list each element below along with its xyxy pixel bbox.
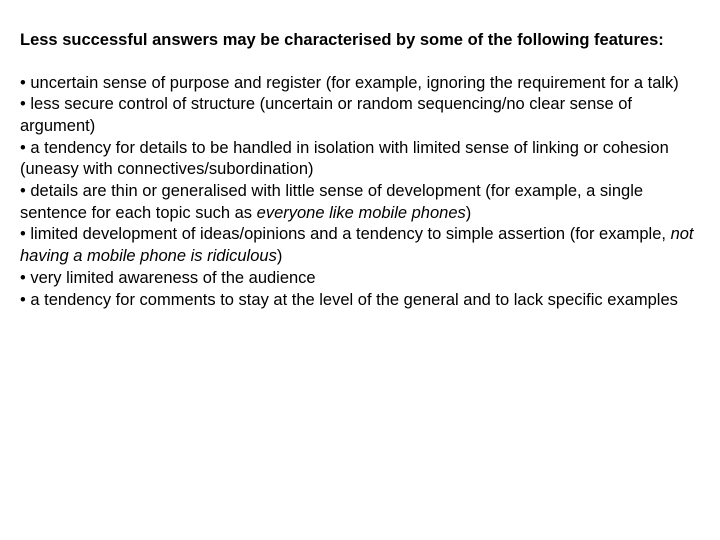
list-item [20,94,700,137]
feature-list [20,73,700,312]
bullet-icon [20,269,30,287]
item-text: a tendency for comments to stay at the level of the general and to lack specific examples [30,290,678,309]
item-example: not having a mobile phone is ridiculous [20,225,694,266]
item-text: a tendency for details to be handled in isolation with limited sense of linking or cohesion (uneasy with connectives/subordination) [20,138,669,179]
list-item [20,224,700,267]
list-item [20,268,700,290]
item-text: uncertain sense of purpose and register (for example, ignoring the requirement for a talk) [30,73,679,92]
item-text: very limited awareness of the audience [30,268,316,287]
list-item [20,181,700,224]
list-item [20,73,700,95]
slide-content [20,30,700,311]
item-text-end: ) [465,203,472,222]
bullet-icon [20,182,30,200]
bullet-icon [20,225,30,243]
list-item [20,138,700,181]
bullet-icon [20,139,30,157]
heading: Less successful answers may be characterised by some of the following features: [20,31,664,49]
item-text: limited development of ideas/opinions and a tendency to simple assertion (for example, [30,225,671,244]
bullet-icon [20,74,30,92]
item-text-end: ) [276,247,283,266]
list-item [20,290,700,312]
item-text: less secure control of structure (uncertain or random sequencing/no clear sense of argument) [20,95,633,135]
item-text: details are thin or generalised with little sense of development (for example, a single sentence for each topic such as [20,182,644,222]
bullet-icon [20,95,30,113]
item-example: everyone like mobile phones [256,203,466,222]
bullet-icon [20,291,30,309]
